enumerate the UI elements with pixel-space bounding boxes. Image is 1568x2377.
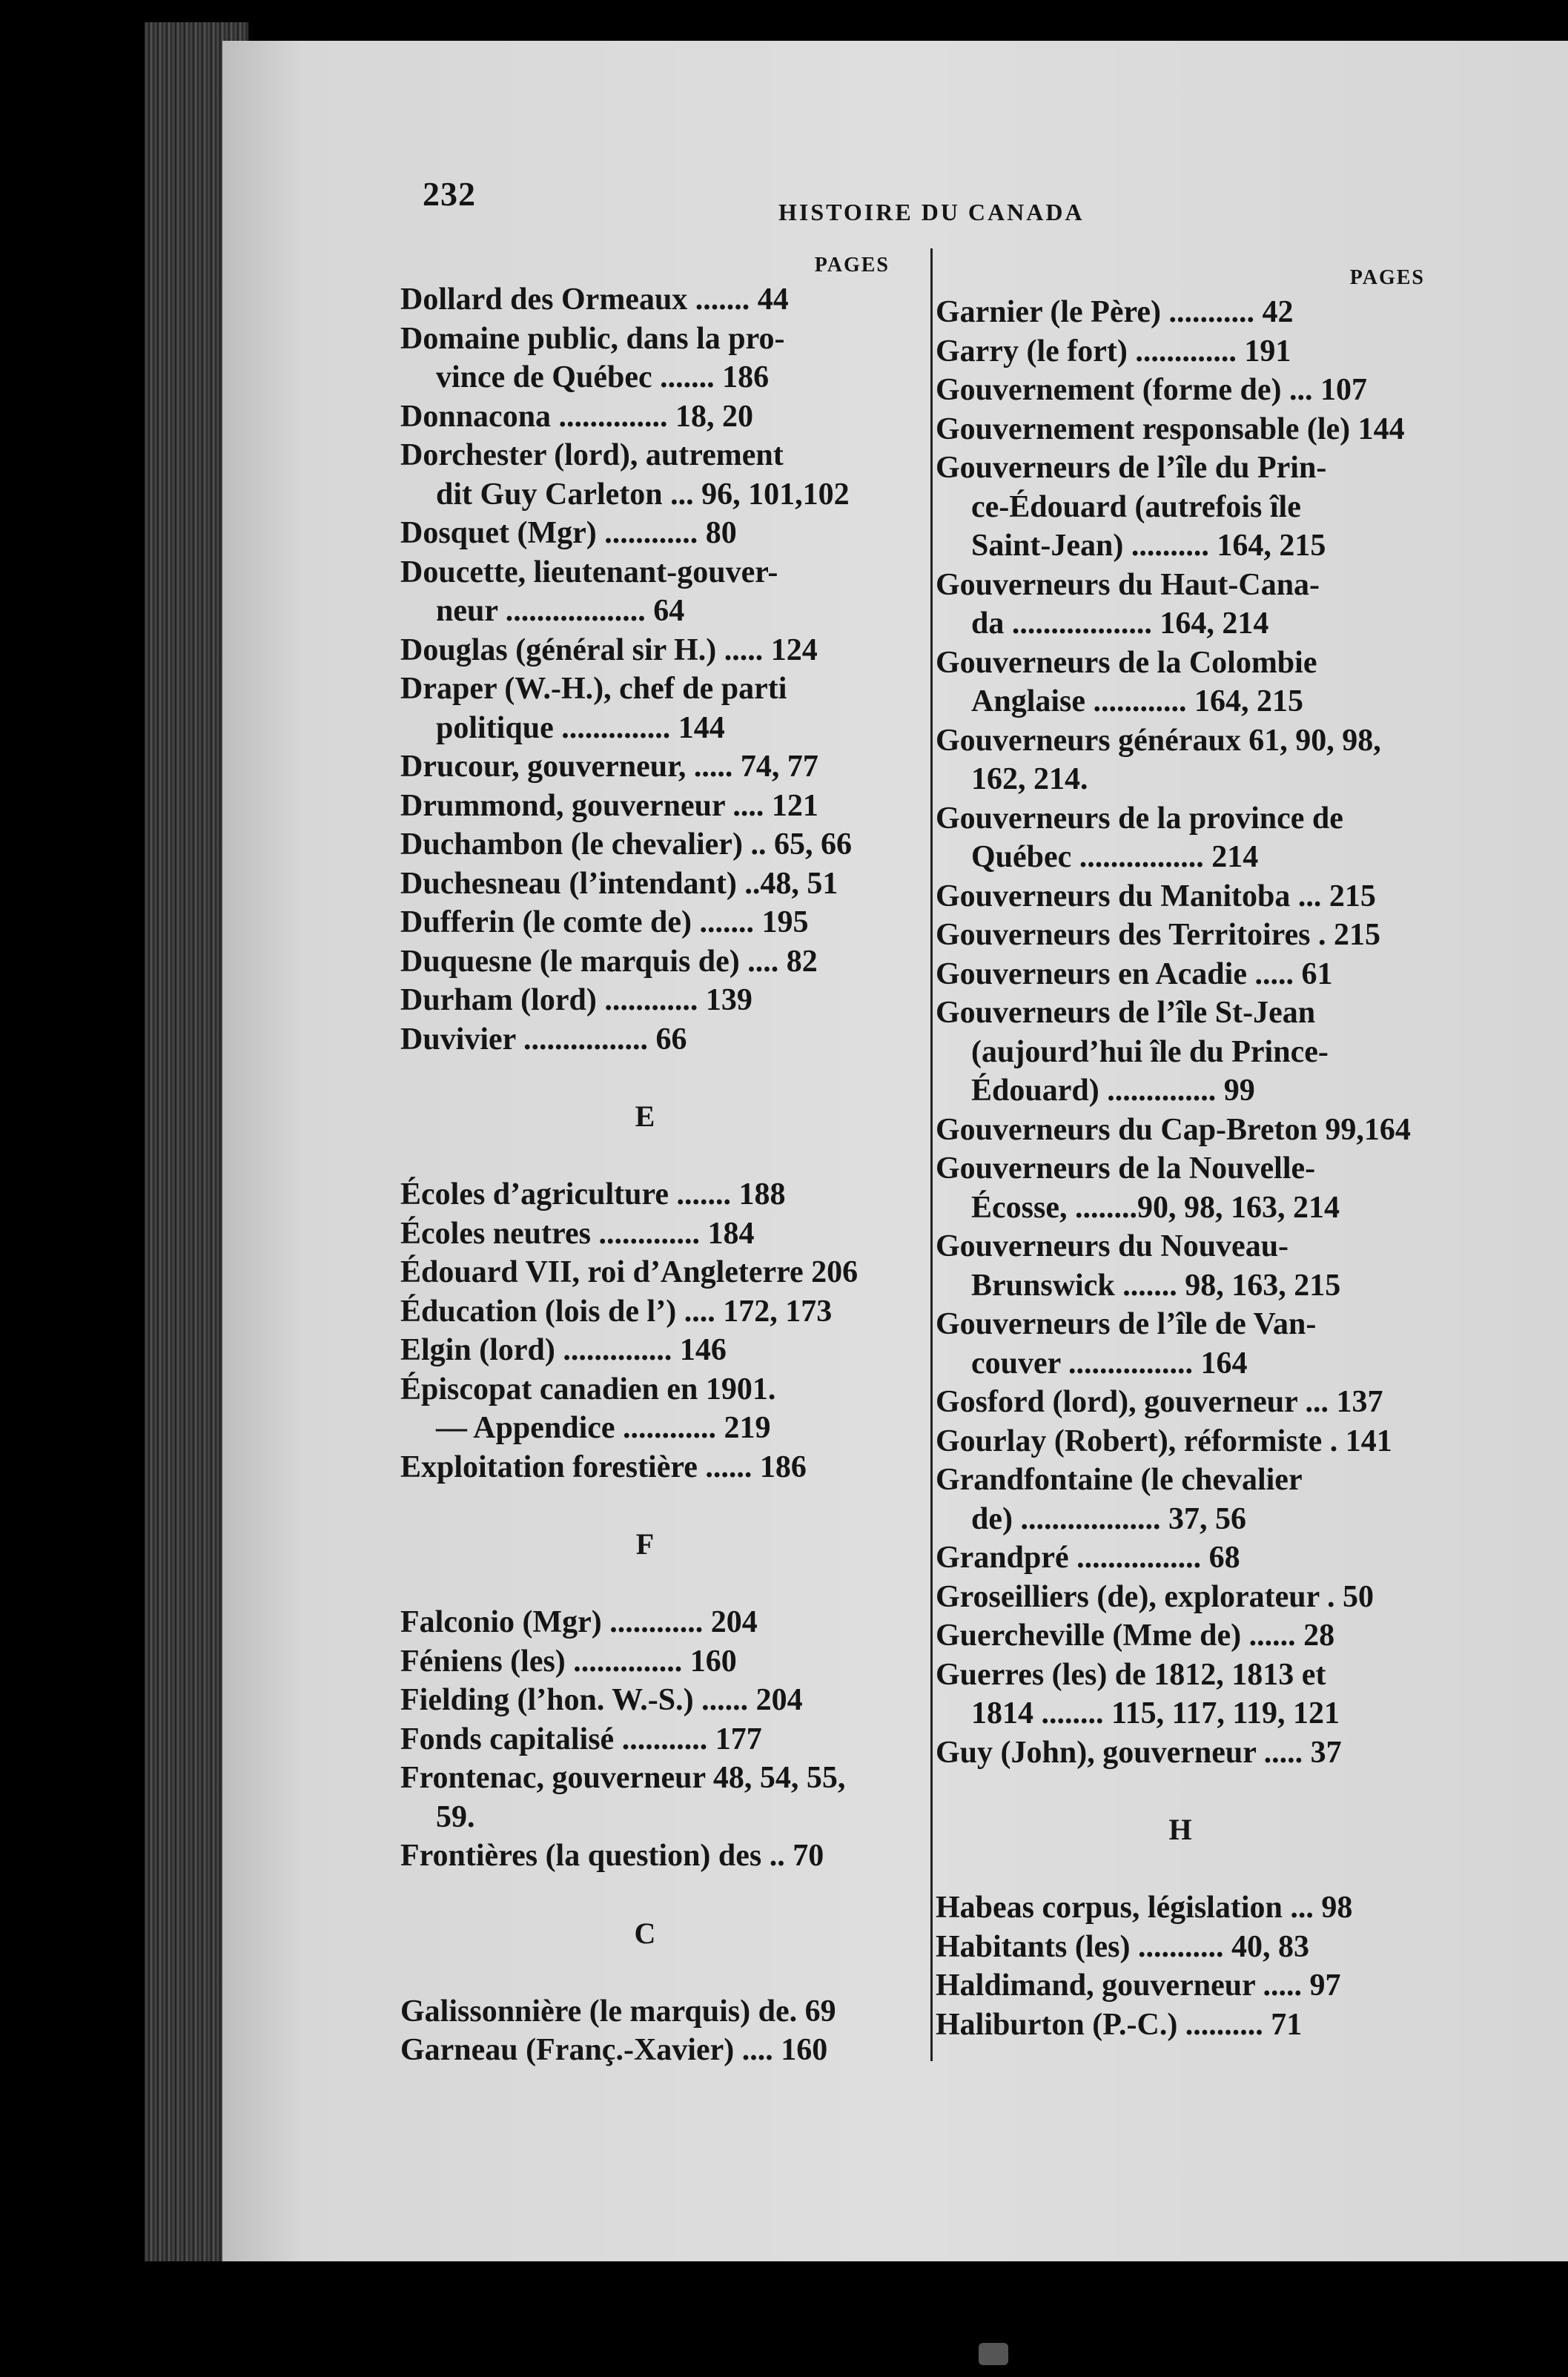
index-entry: Éducation (lois de l’) .... 172, 173 xyxy=(400,1294,833,1329)
index-entry: Frontenac, gouverneur 48, 54, 55, xyxy=(400,1761,846,1795)
index-entries-right xyxy=(936,293,1425,2044)
index-entry: Haldimand, gouverneur ..... 97 xyxy=(936,1968,1341,2003)
index-entry: Draper (W.-H.), chef de parti xyxy=(400,672,787,706)
index-entry: Gouverneurs du Haut-Cana- xyxy=(936,567,1320,602)
index-entry-continuation: Québec ................ 214 xyxy=(971,840,1259,874)
index-entry: Falconio (Mgr) ............ 204 xyxy=(400,1605,758,1639)
index-entry: Haliburton (P.-C.) .......... 71 xyxy=(936,2007,1303,2042)
index-entry-continuation: 1814 ........ 115, 117, 119, 121 xyxy=(971,1696,1340,1730)
index-entry-continuation: — Appendice ............ 219 xyxy=(436,1411,771,1445)
index-entry: Gouvernement (forme de) ... 107 xyxy=(936,373,1368,407)
index-entry: Dorchester (lord), autrement xyxy=(400,438,784,472)
index-entry: Gouverneurs généraux 61, 90, 98, xyxy=(936,723,1381,758)
index-entries-left xyxy=(400,280,890,2070)
index-entry: Domaine public, dans la pro- xyxy=(400,321,785,356)
index-entry: Groseilliers (de), explorateur . 50 xyxy=(936,1579,1374,1614)
index-entry-continuation: Édouard) .............. 99 xyxy=(971,1074,1255,1108)
index-entry: Gouverneurs des Territoires . 215 xyxy=(936,918,1381,952)
index-entry: Guy (John), gouverneur ..... 37 xyxy=(936,1735,1342,1770)
column-header-pages: PAGES xyxy=(1349,266,1425,289)
index-entry: Dollard des Ormeaux ....... 44 xyxy=(400,282,789,317)
index-entry: Duvivier ................ 66 xyxy=(400,1022,687,1057)
index-entry: Gouverneurs en Acadie ..... 61 xyxy=(936,956,1333,991)
column-header-pages: PAGES xyxy=(814,254,890,277)
index-entry-continuation: Écosse, ........90, 98, 163, 214 xyxy=(971,1190,1340,1225)
section-letter: E xyxy=(635,1100,655,1133)
index-entry: Fielding (l’hon. W.-S.) ...... 204 xyxy=(400,1683,803,1717)
index-entry: Drummond, gouverneur .... 121 xyxy=(400,788,818,823)
index-entry: Elgin (lord) .............. 146 xyxy=(400,1333,727,1367)
index-entry: Drucour, gouverneur, ..... 74, 77 xyxy=(400,750,818,784)
index-entry-continuation: da .................. 164, 214 xyxy=(971,606,1269,641)
index-entry: Fonds capitalisé ........... 177 xyxy=(400,1722,762,1756)
index-entry-continuation: de) .................. 37, 56 xyxy=(971,1501,1246,1536)
index-entry-continuation: Brunswick ....... 98, 163, 215 xyxy=(971,1268,1341,1303)
index-entry: Gouverneurs de la Nouvelle- xyxy=(936,1151,1316,1186)
index-entry: Dosquet (Mgr) ............ 80 xyxy=(400,516,737,550)
index-entry: Édouard VII, roi d’Angleterre 206 xyxy=(400,1255,859,1289)
index-entry: Gouverneurs de l’île de Van- xyxy=(936,1307,1317,1341)
index-entry: Gouverneurs de la province de xyxy=(936,801,1343,836)
index-entry: Gosford (lord), gouverneur ... 137 xyxy=(936,1385,1383,1419)
column-divider xyxy=(930,248,933,2061)
index-entry: Garnier (le Père) ........... 42 xyxy=(936,295,1294,329)
index-entry: Garry (le fort) ............. 191 xyxy=(936,334,1291,368)
index-entry: Habitants (les) ........... 40, 83 xyxy=(936,1929,1309,1964)
index-entry: Gouverneurs du Cap-Breton 99,164 xyxy=(936,1112,1411,1147)
index-entry: Écoles d’agriculture ....... 188 xyxy=(400,1177,786,1211)
index-entry-continuation: dit Guy Carleton ... 96, 101,102 xyxy=(436,477,850,512)
index-entry: Dufferin (le comte de) ....... 195 xyxy=(400,905,809,939)
index-entry-continuation: Saint-Jean) .......... 164, 215 xyxy=(971,529,1326,563)
index-entry-continuation: 59. xyxy=(436,1799,475,1834)
index-entry-continuation: ce-Édouard (autrefois île xyxy=(971,489,1301,524)
running-head: HISTOIRE DU CANADA xyxy=(778,199,1085,225)
section-letter: C xyxy=(634,1916,656,1950)
index-entry-continuation: (aujourd’hui île du Prince- xyxy=(971,1034,1329,1069)
index-column-left xyxy=(400,251,890,2070)
index-entry: Galissonnière (le marquis) de. 69 xyxy=(400,1994,836,2029)
index-entry: Duchesneau (l’intendant) ..48, 51 xyxy=(400,866,838,901)
index-entry: Gouverneurs de l’île St-Jean xyxy=(936,996,1316,1030)
index-entry: Exploitation forestière ...... 186 xyxy=(400,1449,807,1484)
section-letter: F xyxy=(635,1527,655,1561)
index-entry: Gouverneurs de l’île du Prin- xyxy=(936,451,1327,485)
index-entry: Durham (lord) ............ 139 xyxy=(400,983,752,1017)
index-entry: Gouverneurs de la Colombie xyxy=(936,645,1317,680)
index-entry: Guerres (les) de 1812, 1813 et xyxy=(936,1657,1326,1692)
index-entry: Gouverneurs du Manitoba ... 215 xyxy=(936,879,1376,913)
index-entry: Duquesne (le marquis de) .... 82 xyxy=(400,944,818,979)
index-entry: Donnacona .............. 18, 20 xyxy=(400,399,754,434)
index-entry-continuation: neur .................. 64 xyxy=(436,594,685,628)
index-entry: Féniens (les) .............. 160 xyxy=(400,1644,737,1679)
index-entry: Grandfontaine (le chevalier xyxy=(936,1463,1303,1497)
section-letter: H xyxy=(1168,1813,1192,1846)
index-entry: Épiscopat canadien en 1901. xyxy=(400,1372,776,1406)
index-entry: Gouvernement responsable (le) 144 xyxy=(936,411,1405,446)
index-column-right xyxy=(936,263,1425,2044)
index-entry: Frontières (la question) des .. 70 xyxy=(400,1839,824,1873)
index-entry: Doucette, lieutenant-gouver- xyxy=(400,555,778,589)
index-entry: Gouverneurs du Nouveau- xyxy=(936,1229,1289,1263)
page-number: 232 xyxy=(423,175,476,213)
index-entry-continuation: vince de Québec ....... 186 xyxy=(436,360,770,394)
index-entry: Gourlay (Robert), réformiste . 141 xyxy=(936,1424,1392,1458)
index-entry: Habeas corpus, législation ... 98 xyxy=(936,1891,1353,1925)
index-entry-continuation: 162, 214. xyxy=(971,762,1088,796)
index-entry: Guercheville (Mme de) ...... 28 xyxy=(936,1619,1335,1653)
index-entry: Écoles neutres ............. 184 xyxy=(400,1216,755,1251)
index-entry-continuation: Anglaise ............ 164, 215 xyxy=(971,684,1304,718)
index-entry: Garneau (Franç.-Xavier) .... 160 xyxy=(400,2033,828,2067)
index-entry-continuation: couver ................ 164 xyxy=(971,1346,1248,1381)
index-entry: Douglas (général sir H.) ..... 124 xyxy=(400,632,818,667)
index-entry: Grandpré ................ 68 xyxy=(936,1541,1240,1575)
scan-mark xyxy=(979,2343,1008,2365)
index-entry-continuation: politique .............. 144 xyxy=(436,710,725,745)
index-entry: Duchambon (le chevalier) .. 65, 66 xyxy=(400,827,852,862)
